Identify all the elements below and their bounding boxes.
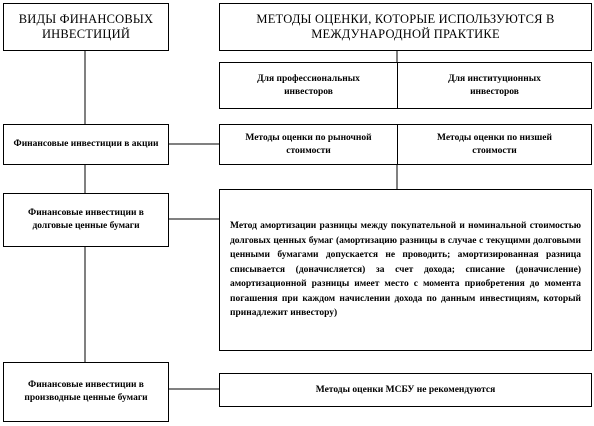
lower-value-label: Методы оценки по низшей стоимости <box>437 132 552 156</box>
institutional-investors: Для институционных инвесторов <box>448 73 541 97</box>
professional-investors: Для профессиональных инвесторов <box>257 73 360 97</box>
left-header: ВИДЫ ФИНАНСОВЫХ ИНВЕСТИЦИЙ <box>18 12 154 41</box>
right-header-box <box>219 3 592 51</box>
ifrs-box <box>219 373 592 407</box>
professional-investors-box <box>219 62 398 109</box>
market-value-label: Методы оценки по рыночной стоимости <box>245 132 372 156</box>
amortization-box <box>219 189 592 351</box>
derivatives-label: Финансовые инвестиции в производные ценные бумаги <box>24 380 148 403</box>
shares-label: Финансовые инвестиции в акции <box>13 139 159 149</box>
debt-box <box>3 193 169 247</box>
shares-box <box>3 124 169 165</box>
amortization-text: Метод амортизации разницы между покупательной и номинальной стоимостью долговых ценных бумаг (амортизацию разницы в случае с текущими долговыми ценными бумагами допускается не проводить; амортизированная разница списывается (доначисляется) за счет дохода; списание (доначисление) амортизационной разницы имеет место с момента приобретения до момента погашения при каждом начислении дохода по данным инвестициям, который принадлежит инвестору) <box>230 221 581 319</box>
market-value-box <box>219 124 398 165</box>
derivatives-box <box>3 362 169 422</box>
right-header: МЕТОДЫ ОЦЕНКИ, КОТОРЫЕ ИСПОЛЬЗУЮТСЯ В МЕЖДУНАРОДНОЙ ПРАКТИКЕ <box>256 12 555 41</box>
debt-label: Финансовые инвестиции в долговые ценные бумаги <box>28 208 144 231</box>
institutional-investors-box <box>397 62 592 109</box>
lower-value-box <box>397 124 592 165</box>
ifrs-label: Методы оценки МСБУ не рекомендуются <box>315 384 496 395</box>
left-header-box <box>3 3 169 51</box>
